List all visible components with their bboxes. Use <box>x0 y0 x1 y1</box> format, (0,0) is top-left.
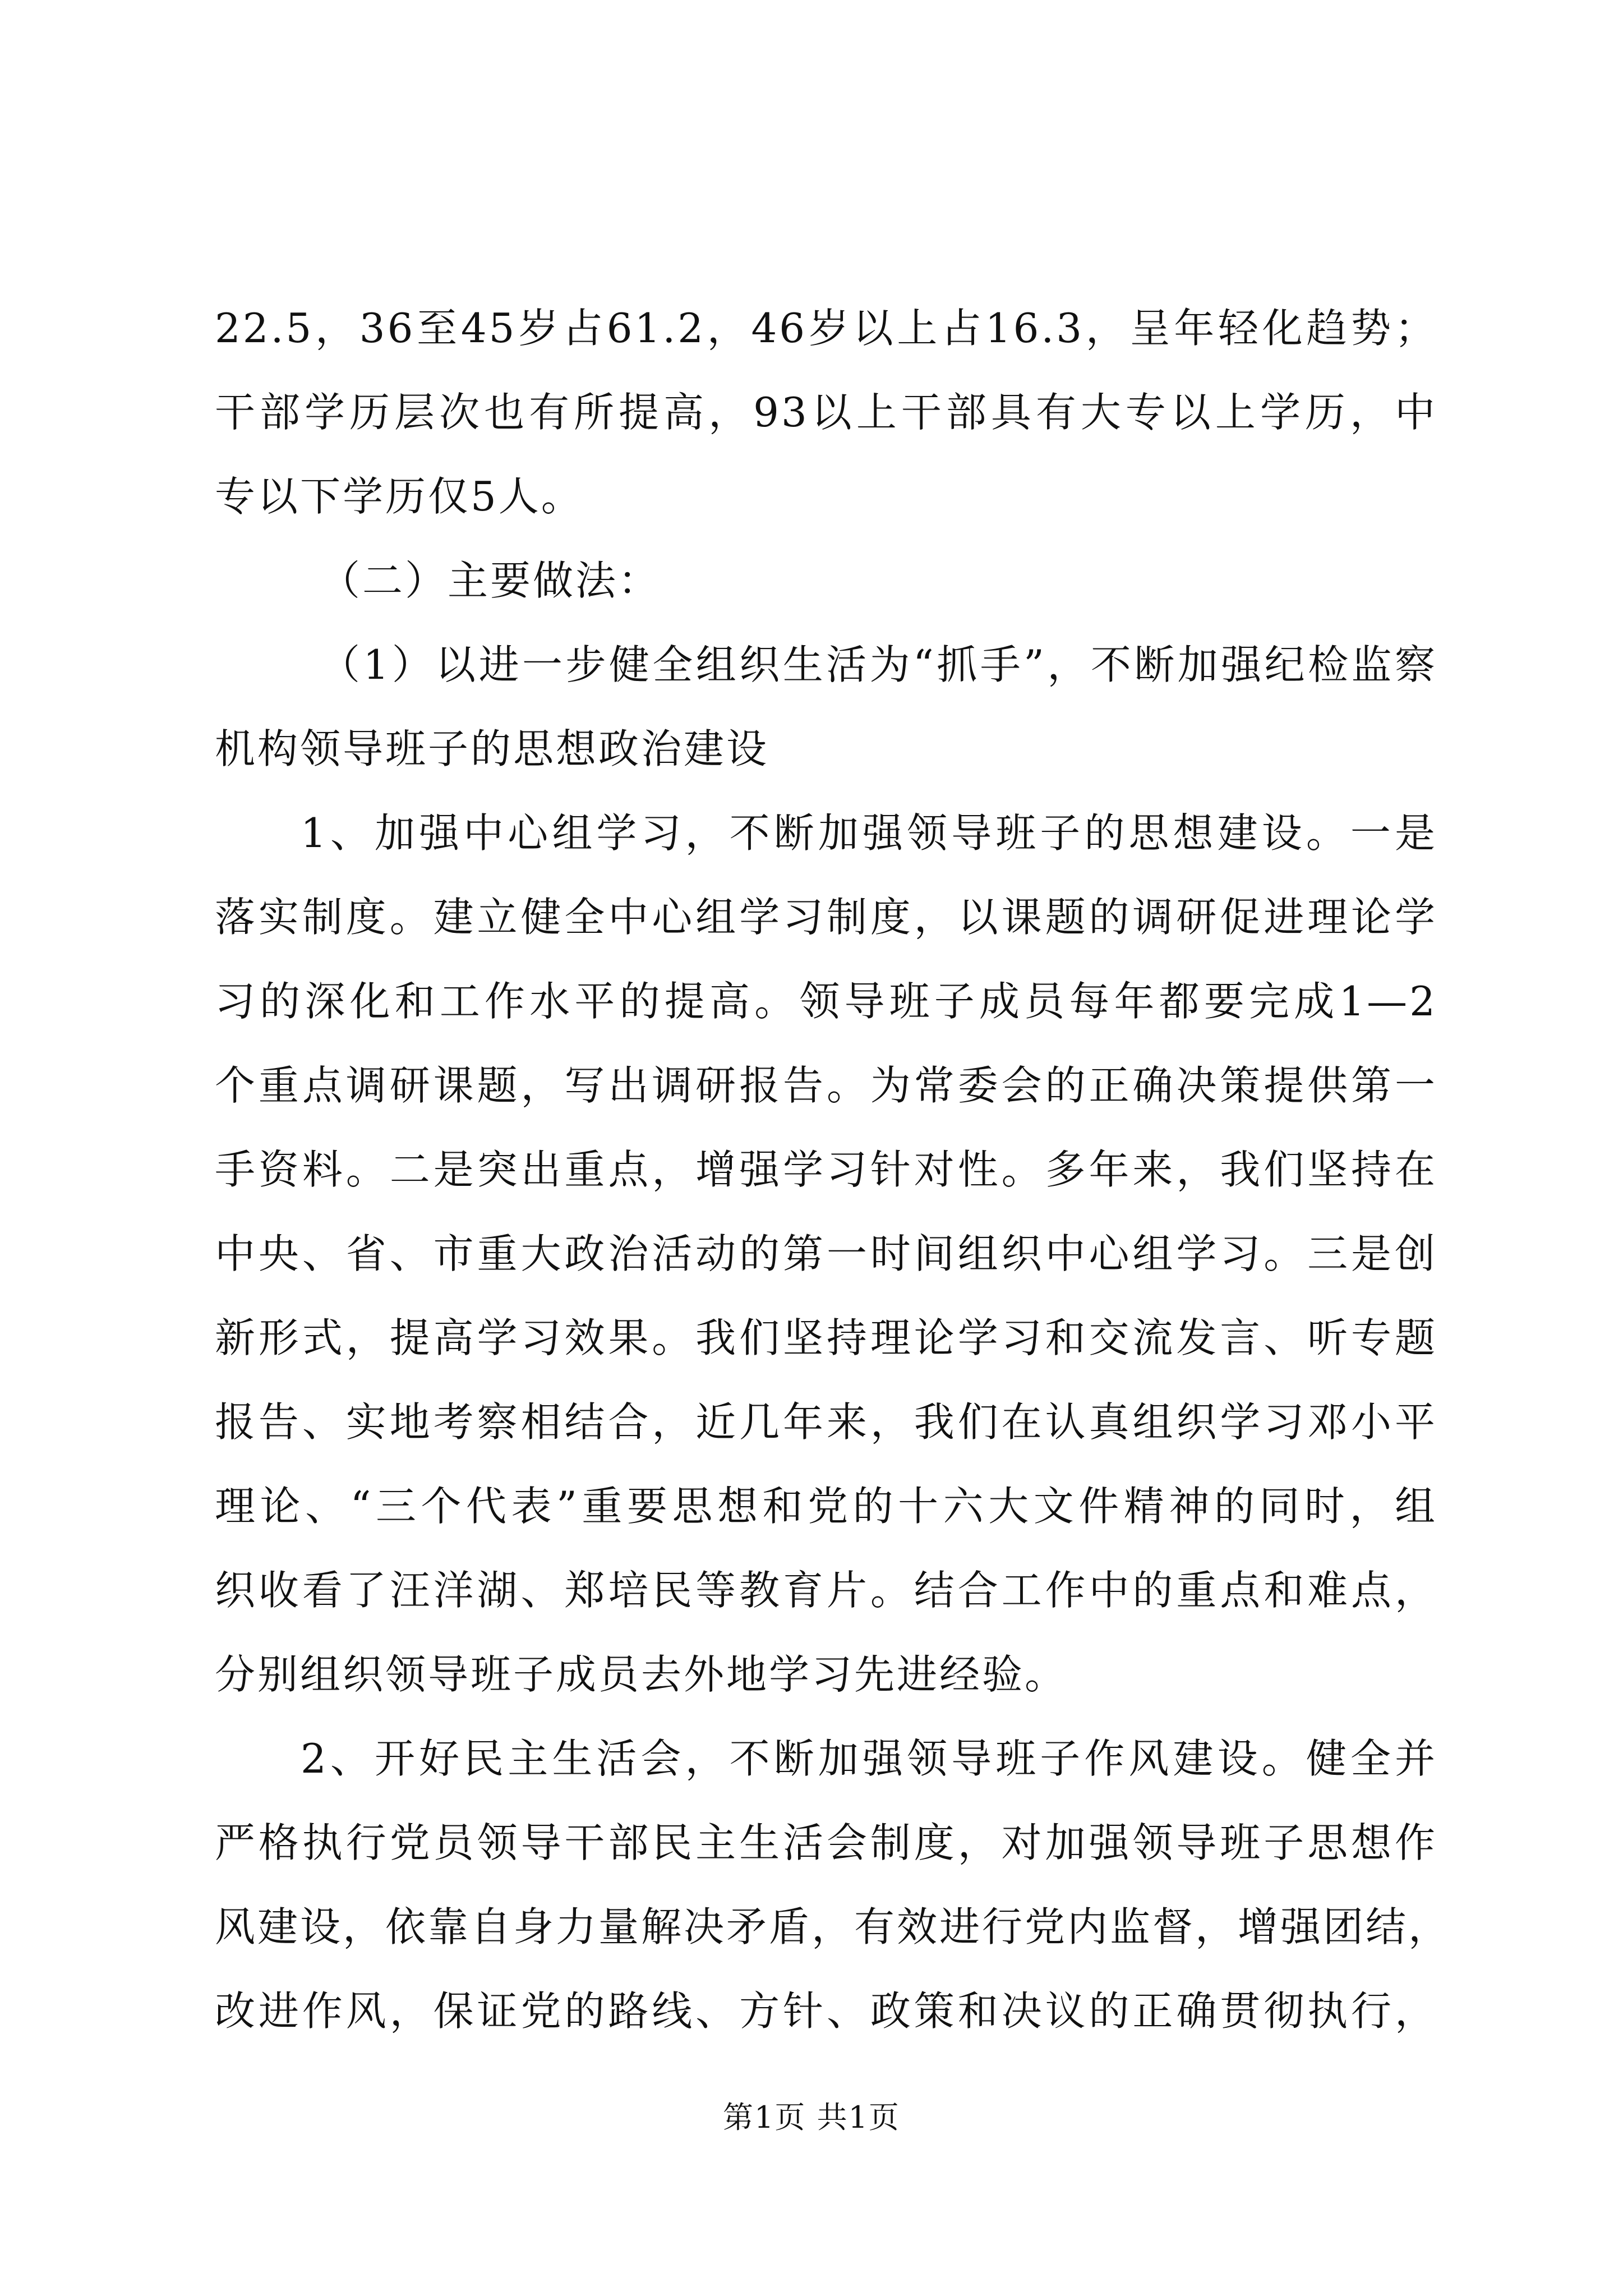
text-line: 新形式，提高学习效果。我们坚持理论学习和交流发言、听专题 <box>215 1314 1437 1361</box>
text-line: 习的深化和工作水平的提高。领导班子成员每年都要完成1—2 <box>215 978 1437 1025</box>
text-line: （1）以进一步健全组织生活为“抓手”，不断加强纪检监察 <box>320 641 1437 688</box>
text-line: 报告、实地考察相结合，近几年来，我们在认真组织学习邓小平 <box>215 1398 1437 1446</box>
text-line: 理论、“三个代表”重要思想和党的十六大文件精神的同时，组 <box>215 1483 1437 1530</box>
text-line: 个重点调研课题，写出调研报告。为常委会的正确决策提供第一 <box>215 1062 1437 1109</box>
text-line: 风建设，依靠自身力量解决矛盾，有效进行党内监督，增强团结， <box>215 1903 1451 1950</box>
text-line: 专以下学历仅5人。 <box>215 473 584 520</box>
text-line: 严格执行党员领导干部民主生活会制度，对加强领导班子思想作 <box>215 1819 1437 1866</box>
text-line: 分别组织领导班子成员去外地学习先进经验。 <box>215 1651 1068 1698</box>
text-line: 改进作风，保证党的路线、方针、政策和决议的正确贯彻执行， <box>215 1987 1437 2035</box>
paragraph-start: 1、加强中心组学习，不断加强领导班子的思想建设。一是 <box>301 809 1437 857</box>
text-line: 织收看了汪洋湖、郑培民等教育片。结合工作中的重点和难点， <box>215 1567 1437 1614</box>
text-line: 机构领导班子的思想政治建设 <box>215 725 769 772</box>
text-line: 中央、省、市重大政治活动的第一时间组织中心组学习。三是创 <box>215 1230 1437 1277</box>
paragraph-start: 2、开好民主生活会，不断加强领导班子作风建设。健全并 <box>301 1735 1437 1782</box>
text-line: 落实制度。建立健全中心组学习制度，以课题的调研促进理论学 <box>215 894 1437 941</box>
text-line: 手资料。二是突出重点，增强学习针对性。多年来，我们坚持在 <box>215 1146 1437 1193</box>
text-line: 22.5，36至45岁占61.2，46岁以上占16.3，呈年轻化趋势； <box>215 305 1437 352</box>
page-footer: 第1页 共1页 <box>723 2100 900 2135</box>
text-line: 干部学历层次也有所提高，93以上干部具有大专以上学历，中 <box>215 389 1437 436</box>
section-heading: （二）主要做法： <box>320 557 661 604</box>
